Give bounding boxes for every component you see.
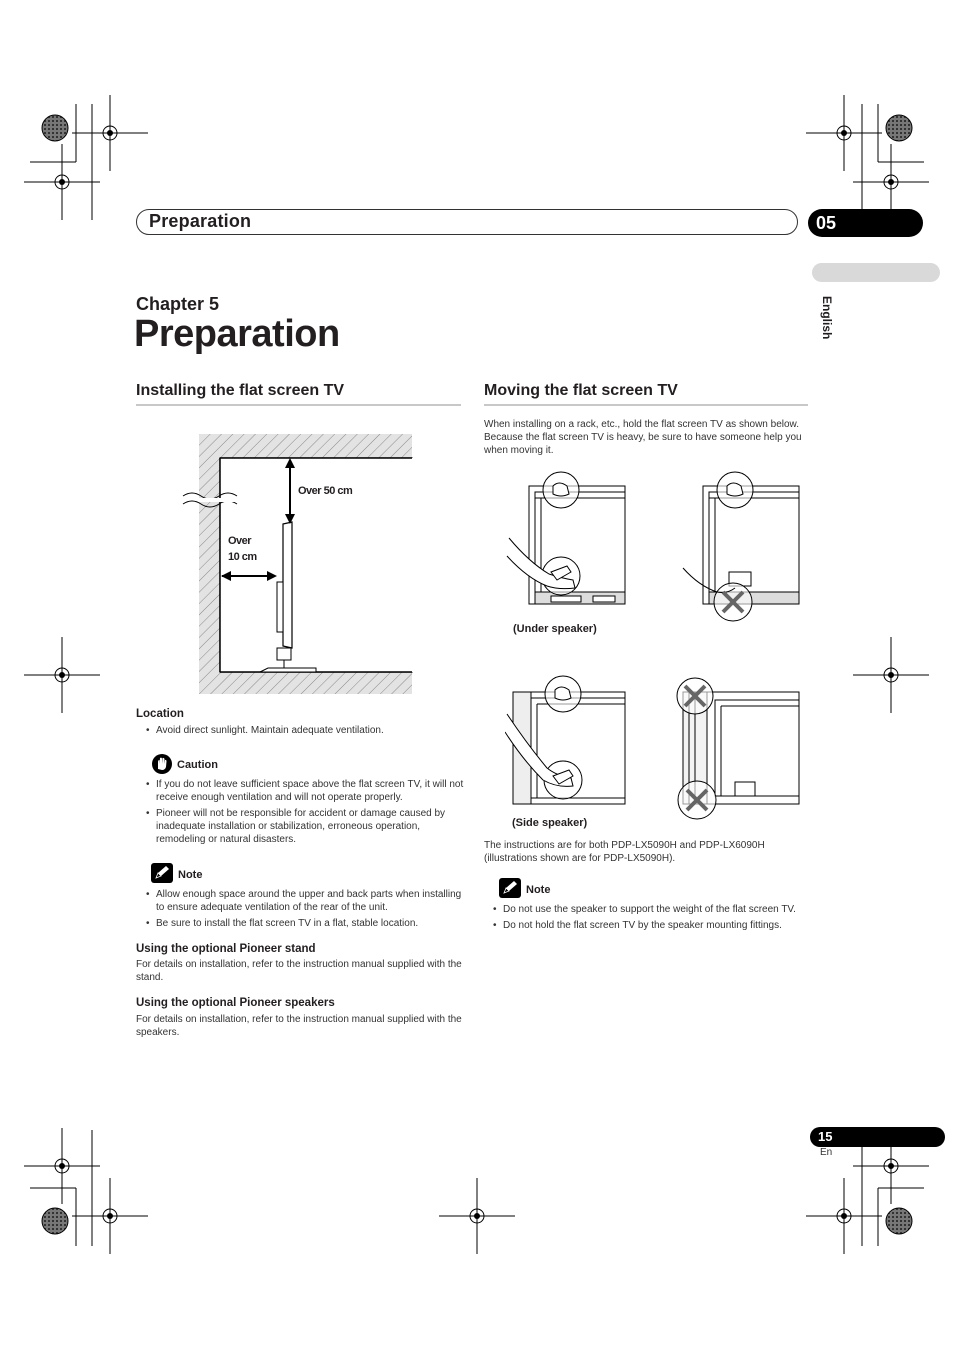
note-list <box>493 903 815 935</box>
caution-icon <box>152 754 172 774</box>
note-item: • Do not hold the flat screen TV by the speaker mounting fittings. <box>493 919 815 932</box>
installation-diagram <box>180 430 420 698</box>
chapter-label: Chapter 5 <box>136 294 220 314</box>
side-speaker-illustrations <box>505 672 805 822</box>
location-item: • Avoid direct sunlight. Maintain adequate ventilation. <box>146 724 464 737</box>
page-title: Preparation <box>134 313 340 355</box>
under-speaker-wrong <box>683 472 799 621</box>
note-item: • Allow enough space around the upper and back parts when installing to ensure adequate ventilation of the rear of the unit. <box>146 888 464 914</box>
models-text: The instructions are for both PDP-LX5090H and PDP-LX6090H (illustrations shown are for PDP-LX5090H). <box>484 840 765 864</box>
language-label: English <box>820 296 834 340</box>
under-speaker-caption: (Under speaker) <box>513 623 597 635</box>
floor-hatch <box>199 672 412 694</box>
note-list <box>146 888 464 933</box>
caution-item: • Pioneer will not be responsible for accident or damage caused by inadequate installation or stabilization, erroneous operation, remodeling or natural disasters. <box>146 807 464 846</box>
note-icon <box>151 863 173 883</box>
note-icon <box>499 878 521 898</box>
speakers-heading: Using the optional Pioneer speakers <box>136 997 335 1009</box>
stand-heading: Using the optional Pioneer stand <box>136 943 316 955</box>
wall-hatch <box>199 434 220 694</box>
under-speaker-illustrations <box>505 468 805 628</box>
caution-item: • If you do not leave sufficient space above the flat screen TV, it will not receive enough ventilation and will not operate properly. <box>146 778 464 804</box>
note-label: Note <box>526 884 551 896</box>
page-language: En <box>820 1147 833 1158</box>
side-clearance-label-1: Over <box>228 535 252 547</box>
caution-label: Caution <box>177 759 218 771</box>
note-item: • Do not use the speaker to support the weight of the flat screen TV. <box>493 903 815 916</box>
caution-list <box>146 778 464 849</box>
location-heading: Location <box>136 708 184 720</box>
speakers-text: For details on installation, refer to the instruction manual supplied with the speakers. <box>136 1014 462 1038</box>
note-item: • Be sure to install the flat screen TV in a flat, stable location. <box>146 917 464 930</box>
ceiling-hatch <box>199 434 412 458</box>
tv-side-profile <box>283 522 292 648</box>
moving-intro: When installing on a rack, etc., hold the flat screen TV as shown below. Because the flat screen TV is heavy, be sure to have someone help you when moving it. <box>484 419 802 456</box>
moving-rule <box>484 404 808 406</box>
language-tab <box>812 263 940 282</box>
installing-heading: Installing the flat screen TV <box>136 382 345 399</box>
stand-text: For details on installation, refer to the instruction manual supplied with the stand. <box>136 959 462 983</box>
side-speaker-correct <box>505 676 625 804</box>
side-speaker-wrong <box>677 678 799 819</box>
note-label: Note <box>178 869 203 881</box>
side-speaker-caption: (Side speaker) <box>512 817 588 829</box>
chapter-number-badge: 05 <box>808 209 923 237</box>
top-clearance-label: Over 50 cm <box>298 485 353 497</box>
under-speaker-correct <box>507 472 625 604</box>
header-title: Preparation <box>149 211 252 231</box>
side-clearance-label-2: 10 cm <box>228 551 257 563</box>
installing-rule <box>136 404 461 406</box>
location-list <box>146 724 464 740</box>
page-number-badge: 15 <box>810 1127 945 1147</box>
moving-heading: Moving the flat screen TV <box>484 382 678 399</box>
